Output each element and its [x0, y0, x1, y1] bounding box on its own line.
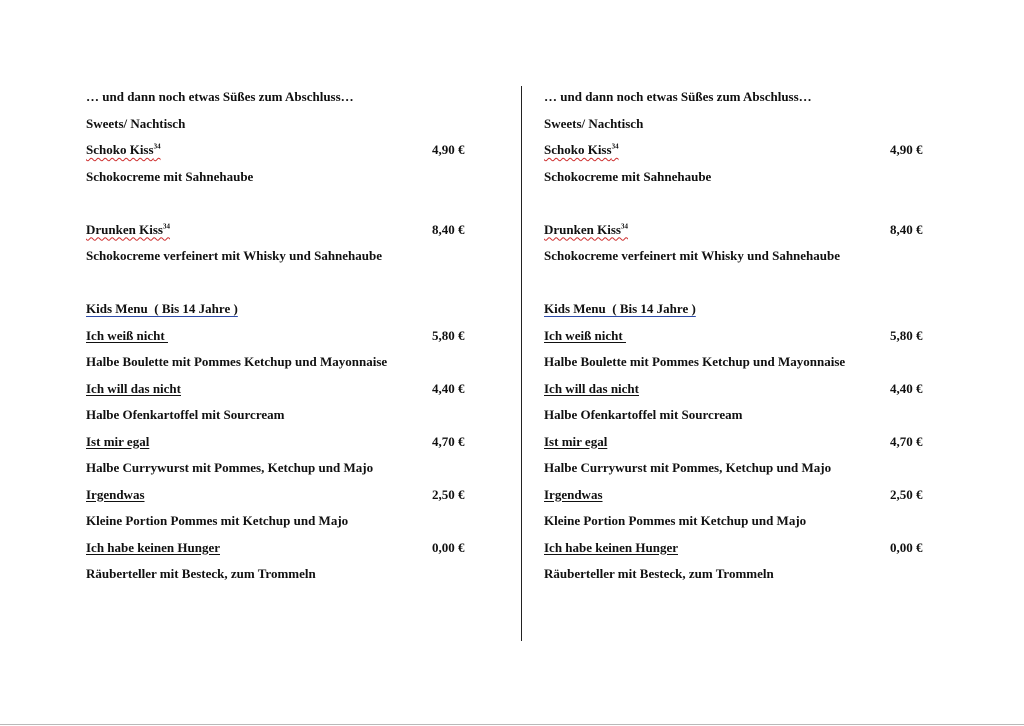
item-price: 5,80 € — [432, 327, 465, 343]
section-sweets-heading: Sweets/ Nachtisch — [86, 115, 186, 131]
item-description: Halbe Ofenkartoffel mit Sourcream — [86, 407, 285, 422]
menu-item-row — [86, 482, 470, 509]
menu-item-row — [544, 323, 928, 350]
item-name: Ich weiß nicht — [86, 327, 168, 343]
menu-item-row — [544, 429, 928, 456]
item-name: Ist mir egal — [544, 433, 608, 449]
item-name: Ich habe keinen Hunger — [86, 539, 220, 555]
section-kids-heading: Kids Menu ( Bis 14 Jahre ) — [86, 301, 238, 316]
item-name: Ich habe keinen Hunger — [544, 539, 678, 555]
menu-item-row — [86, 323, 470, 350]
item-price: 4,90 € — [432, 142, 465, 157]
page-bottom-edge — [0, 724, 1024, 725]
column-divider — [521, 86, 522, 641]
item-price: 2,50 € — [890, 486, 923, 502]
item-description: Kleine Portion Pommes mit Ketchup und Majo — [86, 513, 349, 528]
item-name: Schoko Kiss$^{34}$ — [544, 142, 619, 157]
menu-item-row — [544, 376, 928, 403]
item-price: 8,40 € — [432, 221, 465, 237]
intro-line: … und dann noch etwas Süßes zum Abschluss… — [86, 89, 354, 104]
menu-column-right — [544, 84, 928, 588]
item-price: 4,40 € — [890, 380, 923, 396]
item-name: Drunken Kiss$^{34}$ — [86, 221, 170, 237]
item-price: 0,00 € — [890, 539, 923, 555]
item-name: Irgendwas — [544, 486, 603, 502]
item-description: Räuberteller mit Besteck, zum Trommeln — [544, 566, 774, 581]
menu-item-row — [86, 429, 470, 456]
item-description: Halbe Currywurst mit Pommes, Ketchup und Majo — [86, 460, 374, 475]
menu-item-row — [544, 482, 928, 509]
item-description: Schokocreme verfeinert mit Whisky und Sahnehaube — [86, 248, 383, 263]
menu-item-row — [86, 376, 470, 403]
item-name: Drunken Kiss$^{34}$ — [544, 221, 628, 237]
item-name: Irgendwas — [86, 486, 145, 502]
item-name: Ich will das nicht — [86, 380, 181, 396]
item-name: Ist mir egal — [86, 433, 150, 449]
item-price: 4,70 € — [890, 433, 923, 449]
item-description: Räuberteller mit Besteck, zum Trommeln — [86, 566, 316, 581]
item-price: 4,40 € — [432, 380, 465, 396]
menu-item-row — [86, 137, 470, 164]
item-name: Schoko Kiss$^{34}$ — [86, 142, 161, 157]
intro-line: … und dann noch etwas Süßes zum Abschluss… — [544, 89, 812, 104]
item-description: Schokocreme verfeinert mit Whisky und Sahnehaube — [544, 248, 841, 263]
item-price: 5,80 € — [890, 327, 923, 343]
section-kids-heading: Kids Menu ( Bis 14 Jahre ) — [544, 301, 696, 316]
item-description: Schokocreme mit Sahnehaube — [86, 168, 254, 184]
menu-item-row — [544, 535, 928, 562]
item-description: Halbe Currywurst mit Pommes, Ketchup und Majo — [544, 460, 832, 475]
item-name: Ich weiß nicht — [544, 327, 626, 343]
section-sweets-heading: Sweets/ Nachtisch — [544, 115, 644, 131]
item-price: 4,90 € — [890, 142, 923, 157]
item-description: Halbe Boulette mit Pommes Ketchup und Mayonnaise — [86, 354, 388, 369]
item-description: Kleine Portion Pommes mit Ketchup und Majo — [544, 513, 807, 528]
item-price: 0,00 € — [432, 539, 465, 555]
item-price: 8,40 € — [890, 221, 923, 237]
menu-item-row — [544, 137, 928, 164]
menu-item-row — [86, 217, 470, 244]
item-price: 2,50 € — [432, 486, 465, 502]
item-price: 4,70 € — [432, 433, 465, 449]
menu-column-left — [86, 84, 470, 588]
item-description: Halbe Boulette mit Pommes Ketchup und Mayonnaise — [544, 354, 846, 369]
item-description: Halbe Ofenkartoffel mit Sourcream — [544, 407, 743, 422]
menu-item-row — [86, 535, 470, 562]
item-description: Schokocreme mit Sahnehaube — [544, 168, 712, 184]
item-name: Ich will das nicht — [544, 380, 639, 396]
menu-item-row — [544, 217, 928, 244]
